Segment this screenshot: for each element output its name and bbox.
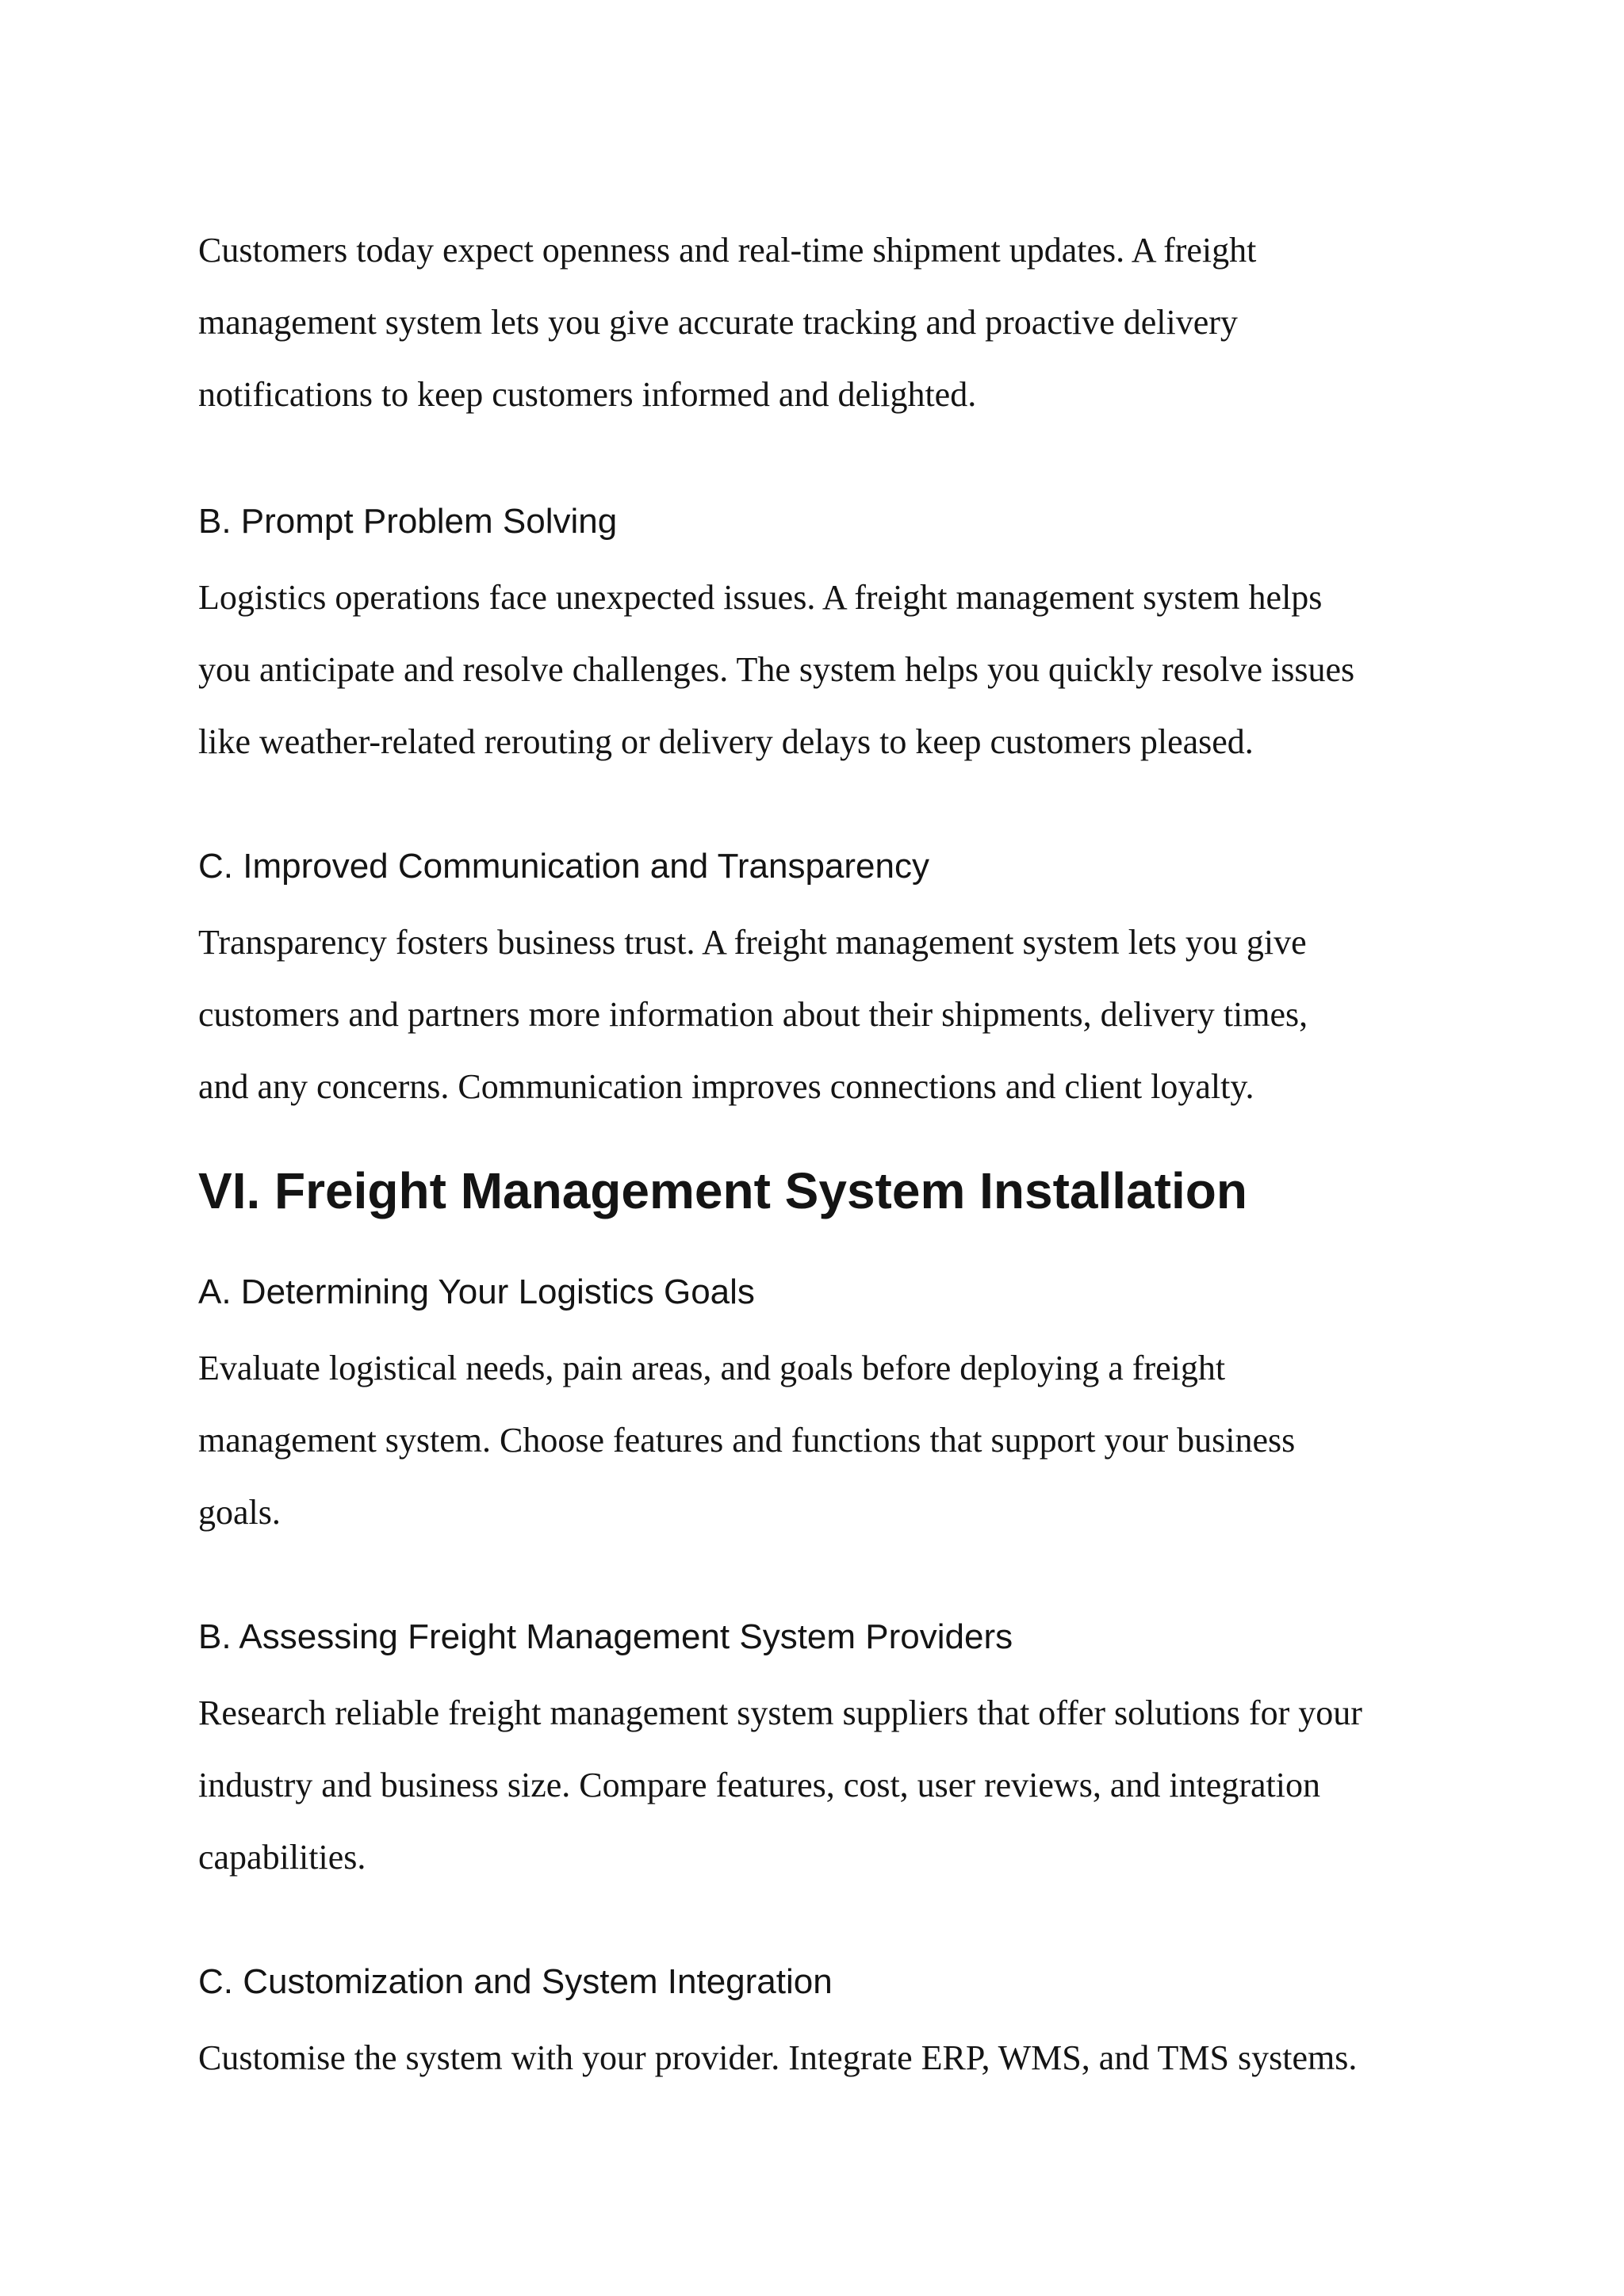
intro-paragraph <box>198 214 1483 430</box>
paragraph-line: you anticipate and resolve challenges. The system helps you quickly resolve issues <box>198 650 1355 689</box>
section-customization-integration <box>198 1958 1483 2006</box>
communication-paragraph <box>198 906 1483 1123</box>
subheading: C. Improved Communication and Transparency <box>198 847 929 886</box>
paragraph-line: like weather-related rerouting or delivery delays to keep customers pleased. <box>198 722 1254 761</box>
paragraph <box>198 1332 1483 1548</box>
paragraph-line: and any concerns. Communication improves connections and client loyalty. <box>198 1067 1254 1106</box>
section-installation <box>198 1159 1483 1223</box>
paragraph-line: Customise the system with your provider. Integrate ERP, WMS, and TMS systems. <box>198 2038 1358 2077</box>
section-logistics-goals <box>198 1269 1483 1316</box>
paragraph <box>198 214 1483 430</box>
paragraph-line: management system. Choose features and functions that support your business <box>198 1421 1296 1460</box>
prompt-problem-paragraph <box>198 561 1483 778</box>
paragraph-line: management system lets you give accurate tracking and proactive delivery <box>198 303 1238 342</box>
subheading: B. Prompt Problem Solving <box>198 502 618 541</box>
paragraph-line: industry and business size. Compare features, cost, user reviews, and integration <box>198 1766 1320 1804</box>
paragraph-line: Evaluate logistical needs, pain areas, and goals before deploying a freight <box>198 1349 1226 1387</box>
paragraph-line: Research reliable freight management system suppliers that offer solutions for your <box>198 1693 1362 1732</box>
paragraph <box>198 561 1483 778</box>
customization-paragraph <box>198 2022 1483 2094</box>
paragraph-line: Transparency fosters business trust. A freight management system lets you give <box>198 923 1307 962</box>
section-communication-transparency <box>198 843 1483 890</box>
subheading: B. Assessing Freight Management System Providers <box>198 1617 1013 1656</box>
subheading: A. Determining Your Logistics Goals <box>198 1272 755 1311</box>
subheading: C. Customization and System Integration <box>198 1962 833 2001</box>
paragraph <box>198 2022 1483 2094</box>
paragraph <box>198 1677 1483 1893</box>
logistics-goals-paragraph <box>198 1332 1483 1548</box>
section-title: VI. Freight Management System Installation <box>198 1162 1247 1219</box>
paragraph <box>198 906 1483 1123</box>
paragraph-line: customers and partners more information about their shipments, delivery times, <box>198 995 1308 1034</box>
assessing-providers-paragraph <box>198 1677 1483 1893</box>
paragraph-line: goals. <box>198 1493 281 1532</box>
paragraph-line: Customers today expect openness and real-time shipment updates. A freight <box>198 231 1257 270</box>
paragraph-line: Logistics operations face unexpected issues. A freight management system helps <box>198 578 1323 617</box>
paragraph-line: notifications to keep customers informed and delighted. <box>198 375 977 414</box>
section-prompt-problem-solving <box>198 498 1483 545</box>
paragraph-line: capabilities. <box>198 1838 366 1877</box>
section-assessing-providers <box>198 1613 1483 1661</box>
